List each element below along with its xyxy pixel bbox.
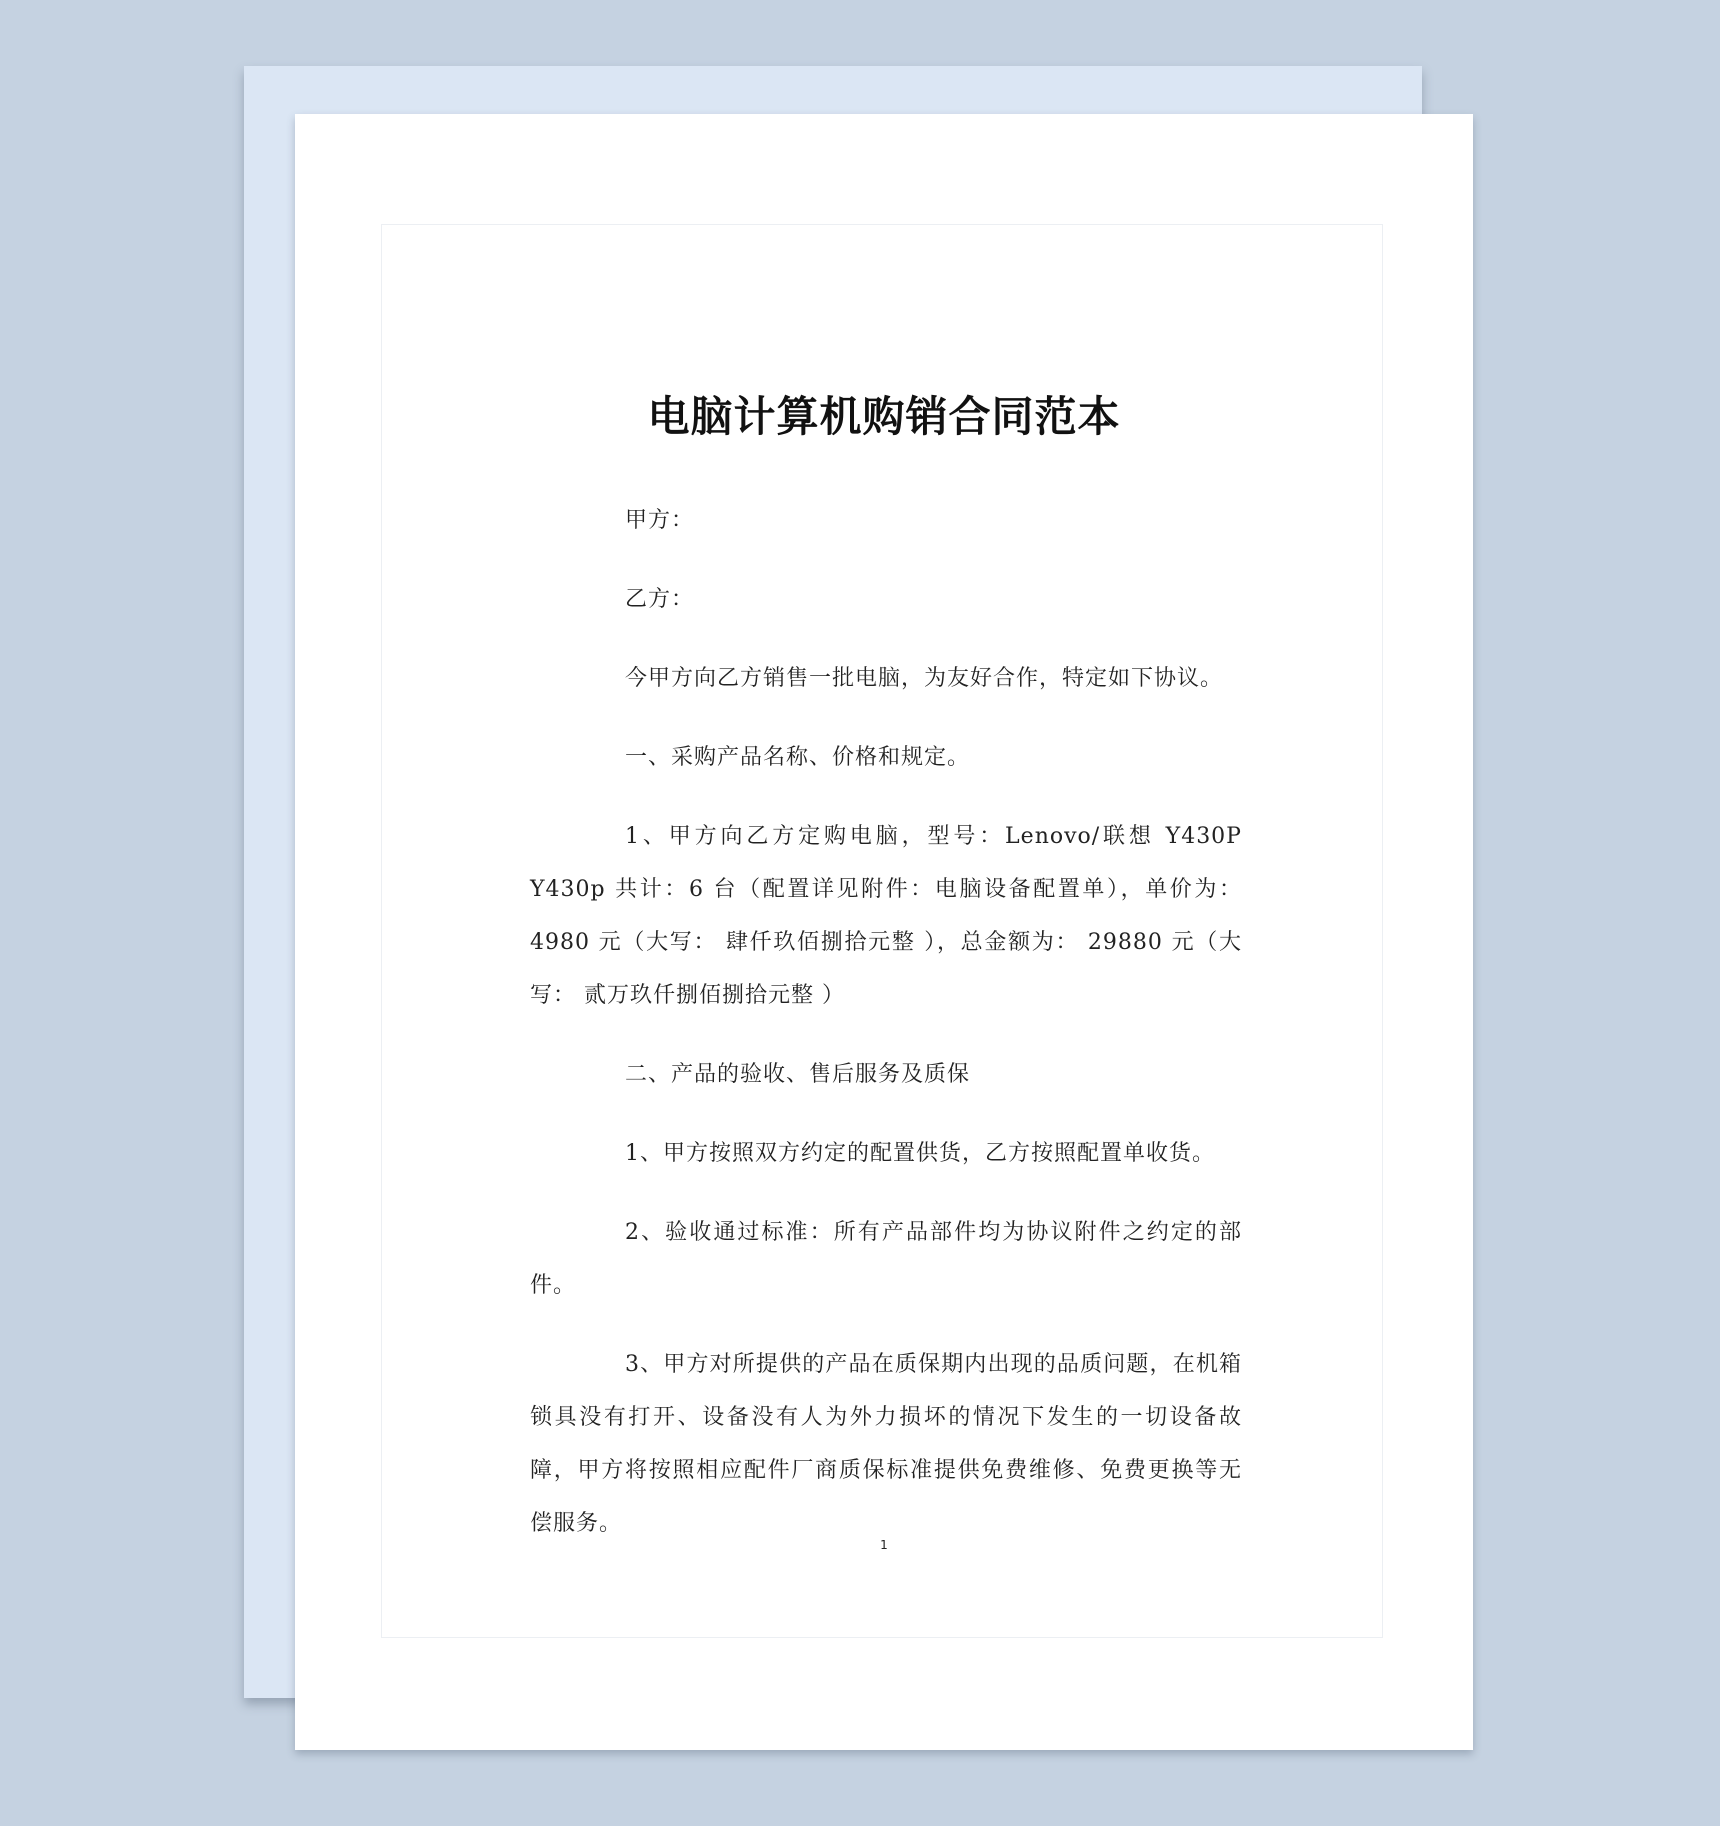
intro-paragraph: 今甲方向乙方销售一批电脑，为友好合作，特定如下协议。 — [625, 666, 1224, 691]
document-page — [295, 114, 1473, 1750]
section-1-item-1: 1、甲方向乙方定购电脑，型号：Lenovo/联想 Y430P Y430p 共计：6 台（配置详见附件：电脑设备配置单），单价为： 4980 元（大写： 肆仟玖佰捌拾元整 ），总金额为： 29880 元（大写： 贰万玖仟捌佰捌拾元整 ） — [530, 824, 1242, 1008]
section-1-heading: 一、采购产品名称、价格和规定。 — [625, 745, 971, 770]
party-b-line: 乙方： — [625, 587, 695, 612]
section-2-item-3: 3、甲方对所提供的产品在质保期内出现的品质问题，在机箱锁具没有打开、设备没有人为外力损坏的情况下发生的一切设备故障，甲方将按照相应配件厂商质保标准提供免费维修、免费更换等无偿服务。 — [530, 1352, 1242, 1536]
document-title: 电脑计算机购销合同范本 — [647, 392, 1121, 441]
party-a-line: 甲方： — [625, 508, 695, 533]
section-2-item-1: 1、甲方按照双方约定的配置供货，乙方按照配置单收货。 — [625, 1141, 1215, 1166]
page-number: 1 — [880, 1538, 888, 1552]
section-2-heading: 二、产品的验收、售后服务及质保 — [625, 1062, 971, 1087]
document-body — [530, 494, 1242, 1550]
section-2-item-2: 2、验收通过标准：所有产品部件均为协议附件之约定的部件。 — [530, 1220, 1242, 1298]
